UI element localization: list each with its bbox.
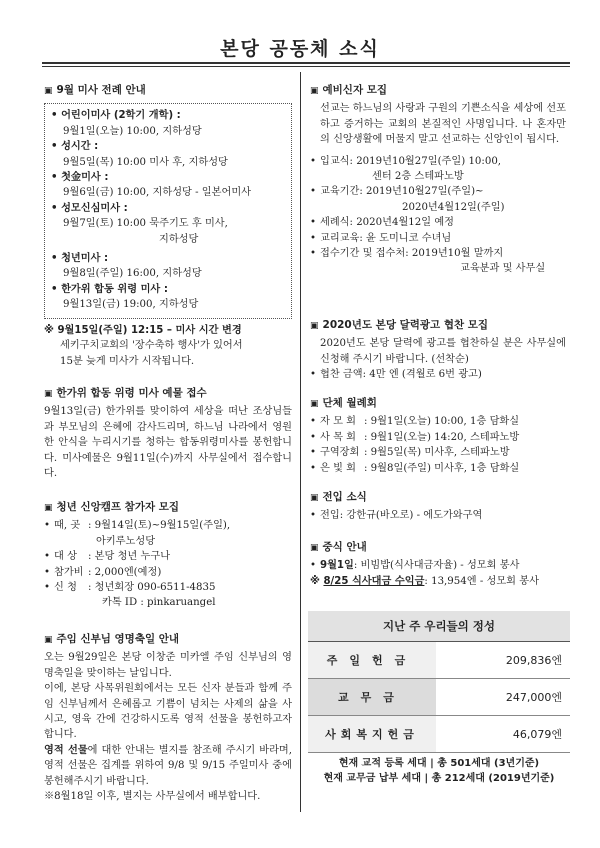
title-rule-thin <box>42 66 570 67</box>
row-label: 협찬 금액 <box>320 369 363 381</box>
row-value: : 9월14일(토)~9월15일(주일), <box>88 520 231 532</box>
catechumen-section <box>310 83 566 277</box>
row-label: 9월1일 <box>320 560 354 572</box>
calendar-ad-section <box>310 318 566 383</box>
row-label: 세례식 <box>320 217 350 229</box>
row-label: 자 모 회 <box>320 416 356 428</box>
list-item: • 세례식 : 2020년4월12일 예정 <box>310 215 566 230</box>
mass-item-detail: 9월13일(금) 19:00, 지하성당 <box>63 299 199 311</box>
priest-feast-section <box>44 632 292 804</box>
offering-heading: 지난 주 우리들의 정성 <box>308 611 570 642</box>
row-label: 때, 곳 <box>54 520 81 532</box>
youth-camp-section <box>44 500 292 611</box>
table-row <box>308 716 570 753</box>
mass-schedule-box <box>44 103 292 318</box>
row-value: : 2019년10월 말까지 <box>405 248 504 260</box>
row-label: 입교식 <box>320 155 350 167</box>
row-label: 접수기간 및 접수처 <box>320 248 406 260</box>
mass-item-detail: 9월7일(토) 10:00 묵주기도 후 미사, <box>63 218 228 230</box>
registration-summary <box>308 756 570 786</box>
page-title: 본당 공동체 소식 <box>220 38 380 60</box>
row-continuation: 2020년4월12일(주일) <box>402 201 505 213</box>
row-value: : 강한규(바오로) - 에도가와구역 <box>339 510 483 522</box>
section-heading: 청년 신앙캠프 참가자 모집 <box>56 501 180 513</box>
row-value: : 4만 엔 (격월로 6번 광고) <box>362 369 482 381</box>
offering-value: 247,000엔 <box>436 679 570 716</box>
row-value: : 윤 도미니코 수녀님 <box>359 232 452 244</box>
offering-label: 사회복지헌금 <box>308 716 436 753</box>
list-item: • 때, 곳 : 9월14일(토)~9월15일(주일), <box>44 518 292 533</box>
schedule-change-note: ※ 9월15일(주일) 12:15 – 미사 시간 변경 <box>44 324 242 336</box>
row-label: 참가비 <box>54 566 84 578</box>
row-label: 사 목 회 <box>320 431 356 443</box>
mass-item-detail: 9월8일(주일) 16:00, 지하성당 <box>63 268 202 280</box>
row-value: : 9월8일(주일) 미사후, 1층 담화실 <box>364 462 520 474</box>
mass-item-name: • 한가위 합동 위령 미사 : <box>51 282 285 297</box>
mass-item-detail: 9월6일(금) 10:00, 지하성당 - 일본어미사 <box>63 187 251 199</box>
note-line: 세키구치교회의 '장수축하 행사'가 있어서 <box>60 340 243 352</box>
list-item: • 구역장회 : 9월5일(목) 미사후, 스테파노방 <box>310 445 566 460</box>
mass-item-name: • 첫金미사 : <box>51 170 285 185</box>
mass-item-name: • 청년미사 : <box>51 251 285 266</box>
row-value: : 본당 청년 누구나 <box>88 551 171 563</box>
square-bullet-icon: ▣ <box>310 493 319 503</box>
memorial-mass-text: 9월13일(금) 한가위를 맞이하여 세상을 떠난 조상님들과 부모님의 은혜에 감사드리며, 하느님 나라에서 영원한 안식을 누리시기를 청하는 합동위령미사를 봉헌합니다. 미사예물은 9월11일(수)까지 사무실에서 접수합니다. <box>44 406 292 480</box>
list-item: • 전입 : 강한규(바오로) - 에도가와구역 <box>310 508 566 523</box>
row-value: : 2,000엔(예정) <box>88 566 162 578</box>
registered-households: 현재 교적 등록 세대 | 총 501세대 (3년기준) <box>338 758 540 769</box>
offering-label: 주일헌금 <box>308 642 436 679</box>
feast-paragraph: 영적 선물에 대한 안내는 별지를 참조해 주시기 바라며, 영적 선물은 집계를 위하여 9/8 및 9/15 주일미사 중에 봉헌해주시기 바랍니다. <box>44 744 292 787</box>
meal-section <box>310 540 566 589</box>
catechumen-text: 선교는 하느님의 사랑과 구원의 기쁜소식을 세상에 선포하고 증거하는 교회의 본질적인 사명입니다. 나 혼자만의 신앙생활에 머물지 말고 선교하는 신앙인이 됩시다. <box>320 103 566 146</box>
list-item: • 9월1일 : 비빔밥(식사대금자율) - 성모회 봉사 <box>310 558 566 573</box>
mass-item-detail: 지하성당 <box>159 233 199 245</box>
row-value: : 2019년10월27일(주일)~ <box>359 186 484 198</box>
row-continuation: 카톡 ID : pinkaruangel <box>102 597 216 609</box>
square-bullet-icon: ▣ <box>310 399 319 409</box>
row-label: 신 청 <box>54 582 77 594</box>
row-value: : 비빔밥(식사대금자율) - 성모회 봉사 <box>353 560 520 572</box>
list-item: • 입교식 : 2019년10월27일(주일) 10:00, <box>310 154 566 169</box>
row-value: : 청년회장 090-6511-4835 <box>88 582 216 594</box>
mass-item-name: • 성모신심미사 : <box>51 201 285 216</box>
row-label: 대 상 <box>54 551 77 563</box>
feast-paragraph: 오는 9월29일은 본당 이창준 미카엘 주임 신부님의 영명축일을 맞이하는 날입니다. <box>44 652 292 679</box>
section-heading: 예비신자 모집 <box>322 84 388 96</box>
list-item: • 신 청 : 청년회장 090-6511-4835 <box>44 580 292 595</box>
title-rule <box>42 62 570 64</box>
square-bullet-icon: ▣ <box>44 389 53 399</box>
row-label: 전입 <box>320 510 340 522</box>
feast-note: ※8월18일 이후, 별지는 사무실에서 배부합니다. <box>44 791 261 803</box>
row-label: 구역장회 <box>320 447 360 459</box>
list-item: • 교리교육 : 윤 도미니코 수녀님 <box>310 231 566 246</box>
section-heading: 중식 안내 <box>322 541 367 553</box>
calendar-ad-text: 2020년도 본당 달력에 광고를 협찬하실 분은 사무실에 신청해 주시기 바랍니다. (선착순) <box>320 338 566 365</box>
section-heading: 단체 월례회 <box>322 397 377 409</box>
bold-phrase: 영적 선물 <box>44 744 88 756</box>
square-bullet-icon: ▣ <box>44 635 53 645</box>
row-value: : 9월5일(목) 미사후, 스테파노방 <box>364 447 510 459</box>
section-heading: 전입 소식 <box>322 491 367 503</box>
row-value: : 9월1일(오늘) 10:00, 1층 담화실 <box>364 416 520 428</box>
offering-value: 46,079엔 <box>436 716 570 753</box>
row-label: 교리교육 <box>320 232 360 244</box>
row-label: 은 빛 회 <box>320 462 356 474</box>
section-heading: 9월 미사 전례 안내 <box>56 84 146 96</box>
meal-note-underlined: 8/25 식사대금 수익금 <box>323 575 425 587</box>
meal-note: ※ 8/25 식사대금 수익금: 13,954엔 - 성모회 봉사 <box>310 575 539 587</box>
row-value: : 9월1일(오늘) 14:20, 스테파노방 <box>364 431 520 443</box>
table-row <box>308 679 570 716</box>
list-item: • 자 모 회 : 9월1일(오늘) 10:00, 1층 담화실 <box>310 414 566 429</box>
row-continuation: 센터 2층 스테파노방 <box>372 171 464 183</box>
mass-item-detail: 9월1일(오늘) 10:00, 지하성당 <box>63 125 202 137</box>
note-line: 15분 늦게 미사가 시작됩니다. <box>60 355 195 367</box>
list-item: • 대 상 : 본당 청년 누구나 <box>44 549 292 564</box>
square-bullet-icon: ▣ <box>310 321 319 331</box>
list-item: • 참가비 : 2,000엔(예정) <box>44 565 292 580</box>
row-value: : 2019년10월27일(주일) 10:00, <box>349 155 502 167</box>
row-value: : 2020년4월12일 예정 <box>349 217 455 229</box>
section-heading: 2020년도 본당 달력광고 협찬 모집 <box>322 319 489 331</box>
group-meetings-section <box>310 396 566 476</box>
mass-item-name: • 성시간 : <box>51 139 285 154</box>
section-heading: 주임 신부님 영명축일 안내 <box>56 633 180 645</box>
mass-schedule-section <box>44 83 292 369</box>
row-continuation: 교육분과 및 사무실 <box>460 263 546 275</box>
memorial-mass-section <box>44 386 292 481</box>
row-continuation: 아키루노성당 <box>96 535 156 547</box>
feast-paragraph: 이에, 본당 사목위원회에서는 모든 신자 분들과 함께 주임 신부님께서 은혜롭고 기쁨이 넘치는 사제의 삶을 사시고, 영육 간에 건강하시도록 영적 선물을 봉헌하고자 합니다. <box>44 683 292 741</box>
list-item: • 은 빛 회 : 9월8일(주일) 미사후, 1층 담화실 <box>310 461 566 476</box>
list-item: • 협찬 금액 : 4만 엔 (격월로 6번 광고) <box>310 367 566 382</box>
list-item: • 접수기간 및 접수처 : 2019년10월 말까지 <box>310 246 566 261</box>
mass-item-name: • 어린이미사 (2학기 개학) : <box>51 108 285 123</box>
square-bullet-icon: ▣ <box>44 86 53 96</box>
list-item: • 사 목 회 : 9월1일(오늘) 14:20, 스테파노방 <box>310 430 566 445</box>
row-label: 교육기간 <box>320 186 360 198</box>
column-divider <box>300 72 301 812</box>
square-bullet-icon: ▣ <box>44 503 53 513</box>
list-item: • 교육기간 : 2019년10월27일(주일)~ <box>310 184 566 199</box>
mass-item-detail: 9월5일(목) 10:00 미사 후, 지하성당 <box>63 156 228 168</box>
offering-value: 209,836엔 <box>436 642 570 679</box>
dues-households: 현재 교무금 납부 세대 | 총 212세대 (2019년기준) <box>323 773 555 784</box>
square-bullet-icon: ▣ <box>310 86 319 96</box>
square-bullet-icon: ▣ <box>310 543 319 553</box>
offering-table <box>308 611 570 753</box>
transfer-section <box>310 490 566 524</box>
table-row <box>308 642 570 679</box>
section-heading: 한가위 합동 위령 미사 예물 접수 <box>56 387 207 399</box>
offering-label: 교무금 <box>308 679 436 716</box>
